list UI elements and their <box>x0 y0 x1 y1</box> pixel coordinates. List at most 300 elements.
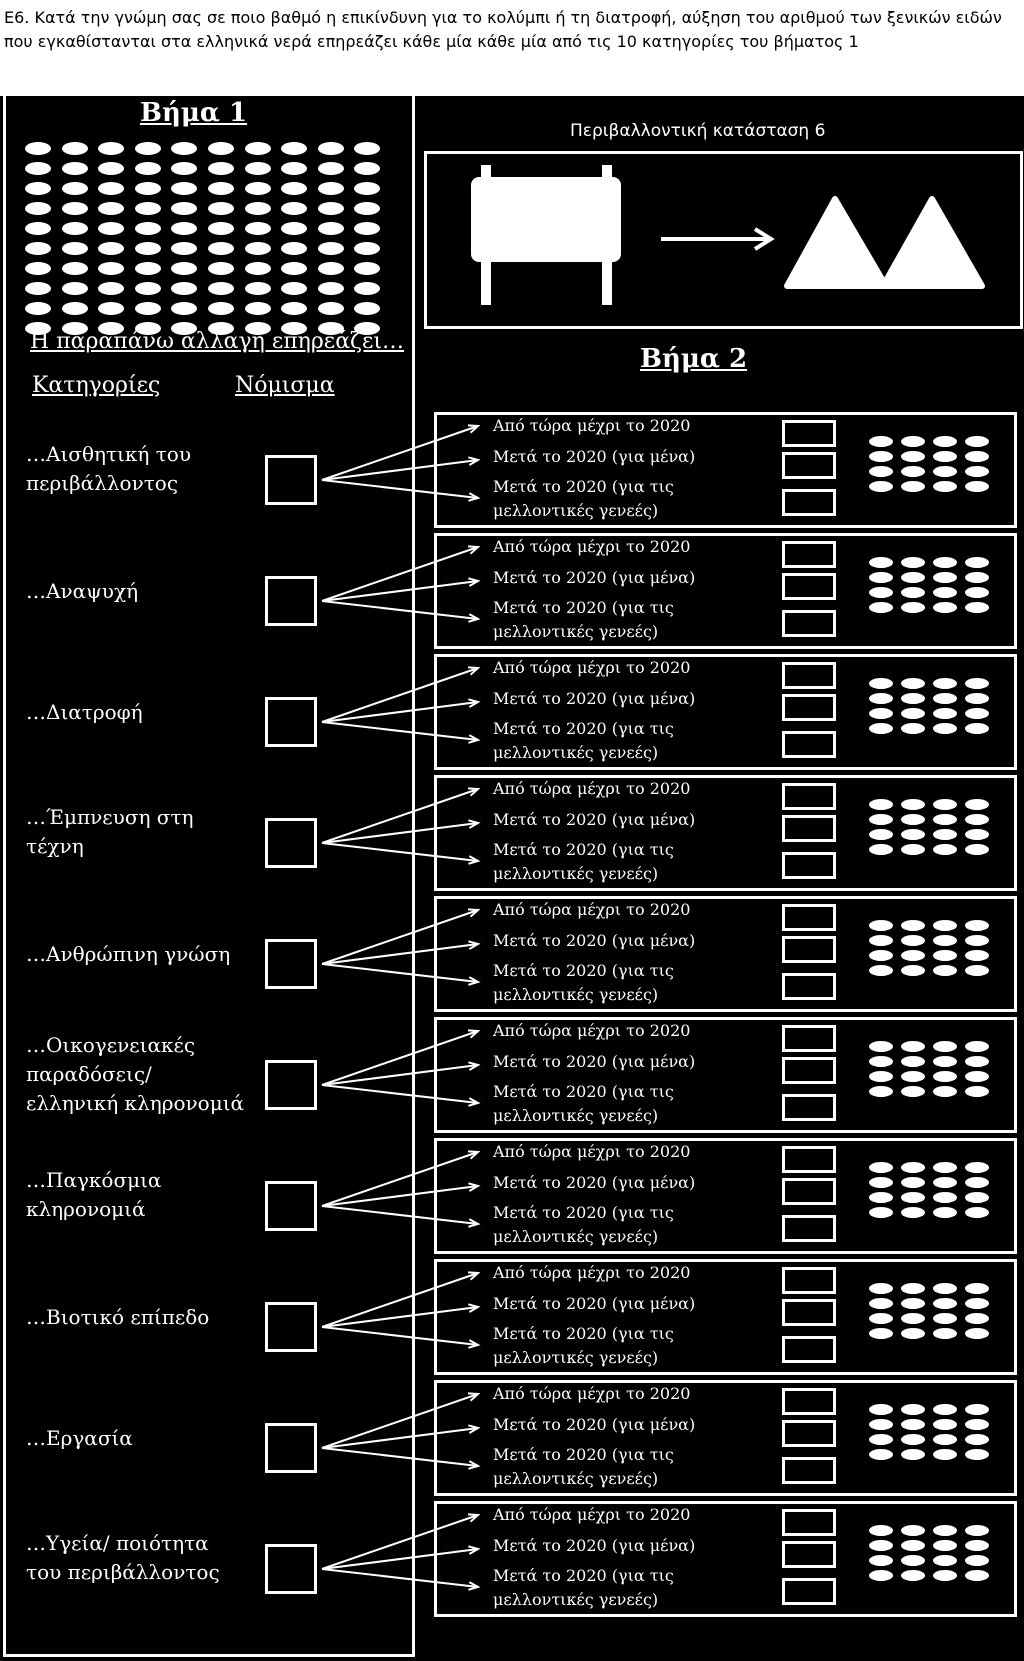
token[interactable] <box>98 202 124 215</box>
period-box[interactable] <box>782 936 836 963</box>
token[interactable] <box>208 202 234 215</box>
token[interactable] <box>171 202 197 215</box>
token[interactable] <box>25 282 51 295</box>
period-box[interactable] <box>782 1457 836 1484</box>
token[interactable] <box>869 1086 893 1097</box>
token[interactable] <box>933 723 957 734</box>
token[interactable] <box>171 242 197 255</box>
token[interactable] <box>869 799 893 810</box>
category-label-line: περιβάλλοντος <box>26 471 179 495</box>
token[interactable] <box>281 142 307 155</box>
token[interactable] <box>245 222 271 235</box>
token[interactable] <box>901 1071 925 1082</box>
token[interactable] <box>869 1071 893 1082</box>
token[interactable] <box>965 1056 989 1067</box>
token[interactable] <box>869 451 893 462</box>
token[interactable] <box>208 242 234 255</box>
token[interactable] <box>245 202 271 215</box>
token[interactable] <box>965 723 989 734</box>
token[interactable] <box>208 162 234 175</box>
period-box[interactable] <box>782 1215 836 1242</box>
token[interactable] <box>354 202 380 215</box>
token[interactable] <box>901 723 925 734</box>
token[interactable] <box>869 1207 893 1218</box>
token[interactable] <box>901 1086 925 1097</box>
period-box[interactable] <box>782 904 836 931</box>
token[interactable] <box>933 1449 957 1460</box>
token[interactable] <box>933 1555 957 1566</box>
token[interactable] <box>901 466 925 477</box>
token[interactable] <box>901 1162 925 1173</box>
token[interactable] <box>901 1056 925 1067</box>
currency-box[interactable] <box>265 1302 317 1352</box>
token[interactable] <box>62 242 88 255</box>
token[interactable] <box>62 142 88 155</box>
token[interactable] <box>869 1192 893 1203</box>
token[interactable] <box>869 965 893 976</box>
token[interactable] <box>208 302 234 315</box>
token[interactable] <box>869 829 893 840</box>
token[interactable] <box>62 182 88 195</box>
token[interactable] <box>965 1041 989 1052</box>
token[interactable] <box>98 142 124 155</box>
token[interactable] <box>933 602 957 613</box>
token[interactable] <box>965 1313 989 1324</box>
token[interactable] <box>965 1570 989 1581</box>
token[interactable] <box>869 1404 893 1415</box>
token[interactable] <box>869 602 893 613</box>
token[interactable] <box>869 814 893 825</box>
token[interactable] <box>171 282 197 295</box>
token[interactable] <box>869 1162 893 1173</box>
period-box[interactable] <box>782 573 836 600</box>
currency-box[interactable] <box>265 697 317 747</box>
token[interactable] <box>933 1419 957 1430</box>
token[interactable] <box>933 844 957 855</box>
period-label: Από τώρα μέχρι το 2020 <box>493 779 691 798</box>
period-box[interactable] <box>782 852 836 879</box>
token[interactable] <box>869 844 893 855</box>
token[interactable] <box>281 262 307 275</box>
period-box[interactable] <box>782 1299 836 1326</box>
period-box[interactable] <box>782 1541 836 1568</box>
currency-box[interactable] <box>265 939 317 989</box>
token[interactable] <box>965 829 989 840</box>
token[interactable] <box>62 202 88 215</box>
period-box[interactable] <box>782 973 836 1000</box>
token[interactable] <box>901 1540 925 1551</box>
token[interactable] <box>965 693 989 704</box>
period-box[interactable] <box>782 1094 836 1121</box>
token[interactable] <box>25 202 51 215</box>
token[interactable] <box>901 587 925 598</box>
token[interactable] <box>933 950 957 961</box>
period-label: Μετά το 2020 (για τις <box>493 477 674 496</box>
category-label <box>26 440 191 498</box>
token[interactable] <box>869 1434 893 1445</box>
token[interactable] <box>98 162 124 175</box>
category-label-line: …Ανθρώπινη γνώση <box>26 942 231 966</box>
token[interactable] <box>318 262 344 275</box>
token[interactable] <box>933 693 957 704</box>
token[interactable] <box>933 814 957 825</box>
token[interactable] <box>965 602 989 613</box>
token[interactable] <box>901 799 925 810</box>
token[interactable] <box>208 222 234 235</box>
token[interactable] <box>901 935 925 946</box>
token[interactable] <box>965 799 989 810</box>
period-box[interactable] <box>782 452 836 479</box>
token[interactable] <box>869 587 893 598</box>
token[interactable] <box>965 965 989 976</box>
token[interactable] <box>901 693 925 704</box>
token[interactable] <box>25 222 51 235</box>
token[interactable] <box>869 1313 893 1324</box>
token[interactable] <box>965 1162 989 1173</box>
token[interactable] <box>318 222 344 235</box>
token[interactable] <box>933 1540 957 1551</box>
period-box[interactable] <box>782 489 836 516</box>
token[interactable] <box>965 1071 989 1082</box>
period-box[interactable] <box>782 731 836 758</box>
token[interactable] <box>869 920 893 931</box>
token[interactable] <box>25 302 51 315</box>
token[interactable] <box>318 282 344 295</box>
token[interactable] <box>869 708 893 719</box>
token[interactable] <box>965 1283 989 1294</box>
token[interactable] <box>901 708 925 719</box>
token[interactable] <box>965 1404 989 1415</box>
token[interactable] <box>933 1313 957 1324</box>
period-box[interactable] <box>782 1267 836 1294</box>
token[interactable] <box>965 1419 989 1430</box>
period-label: Μετά το 2020 (για τις <box>493 1566 674 1585</box>
token[interactable] <box>869 572 893 583</box>
token[interactable] <box>869 1555 893 1566</box>
token[interactable] <box>171 302 197 315</box>
period-box[interactable] <box>782 694 836 721</box>
token[interactable] <box>171 142 197 155</box>
token[interactable] <box>135 162 161 175</box>
token[interactable] <box>208 142 234 155</box>
period-box[interactable] <box>782 420 836 447</box>
currency-box[interactable] <box>265 455 317 505</box>
token[interactable] <box>901 1525 925 1536</box>
period-box[interactable] <box>782 1509 836 1536</box>
token[interactable] <box>901 557 925 568</box>
token[interactable] <box>965 1207 989 1218</box>
token[interactable] <box>98 282 124 295</box>
period-box[interactable] <box>782 662 836 689</box>
token[interactable] <box>245 302 271 315</box>
token[interactable] <box>965 920 989 931</box>
token[interactable] <box>869 1177 893 1188</box>
token[interactable] <box>933 557 957 568</box>
token[interactable] <box>354 182 380 195</box>
token[interactable] <box>933 1283 957 1294</box>
token[interactable] <box>933 829 957 840</box>
token[interactable] <box>933 451 957 462</box>
token[interactable] <box>901 950 925 961</box>
token[interactable] <box>135 202 161 215</box>
token[interactable] <box>933 920 957 931</box>
period-box[interactable] <box>782 1388 836 1415</box>
token[interactable] <box>25 242 51 255</box>
token[interactable] <box>901 1404 925 1415</box>
token[interactable] <box>281 242 307 255</box>
token[interactable] <box>354 282 380 295</box>
token[interactable] <box>901 1192 925 1203</box>
token[interactable] <box>281 222 307 235</box>
token[interactable] <box>933 572 957 583</box>
token[interactable] <box>933 1056 957 1067</box>
period-box[interactable] <box>782 1178 836 1205</box>
currency-box[interactable] <box>265 1181 317 1231</box>
token[interactable] <box>901 1570 925 1581</box>
token[interactable] <box>965 1540 989 1551</box>
period-box[interactable] <box>782 1057 836 1084</box>
token[interactable] <box>933 799 957 810</box>
token[interactable] <box>933 1071 957 1082</box>
token[interactable] <box>901 436 925 447</box>
token[interactable] <box>933 1192 957 1203</box>
category-label-line: παραδόσεις/ <box>26 1062 152 1086</box>
token[interactable] <box>901 1449 925 1460</box>
token[interactable] <box>965 436 989 447</box>
token[interactable] <box>933 965 957 976</box>
token[interactable] <box>869 935 893 946</box>
token[interactable] <box>245 282 271 295</box>
token[interactable] <box>245 142 271 155</box>
token[interactable] <box>135 182 161 195</box>
token[interactable] <box>965 950 989 961</box>
token[interactable] <box>869 1328 893 1339</box>
token[interactable] <box>933 1177 957 1188</box>
token[interactable] <box>965 678 989 689</box>
currency-box[interactable] <box>265 576 317 626</box>
token[interactable] <box>318 182 344 195</box>
token[interactable] <box>965 1555 989 1566</box>
token[interactable] <box>208 262 234 275</box>
token[interactable] <box>933 678 957 689</box>
token[interactable] <box>869 1041 893 1052</box>
token[interactable] <box>901 1313 925 1324</box>
token[interactable] <box>901 1283 925 1294</box>
token[interactable] <box>901 920 925 931</box>
token[interactable] <box>965 1434 989 1445</box>
token[interactable] <box>98 222 124 235</box>
token[interactable] <box>869 1449 893 1460</box>
token[interactable] <box>933 466 957 477</box>
token[interactable] <box>901 481 925 492</box>
token[interactable] <box>933 436 957 447</box>
token[interactable] <box>965 572 989 583</box>
token[interactable] <box>965 844 989 855</box>
token[interactable] <box>869 723 893 734</box>
token[interactable] <box>869 557 893 568</box>
token[interactable] <box>354 162 380 175</box>
token[interactable] <box>318 242 344 255</box>
token[interactable] <box>208 282 234 295</box>
currency-box[interactable] <box>265 818 317 868</box>
period-box[interactable] <box>782 541 836 568</box>
currency-box[interactable] <box>265 1060 317 1110</box>
token[interactable] <box>62 162 88 175</box>
token[interactable] <box>869 693 893 704</box>
token[interactable] <box>869 436 893 447</box>
token[interactable] <box>318 162 344 175</box>
token[interactable] <box>62 262 88 275</box>
token[interactable] <box>965 451 989 462</box>
token[interactable] <box>318 202 344 215</box>
token[interactable] <box>869 1056 893 1067</box>
token[interactable] <box>171 222 197 235</box>
token[interactable] <box>965 466 989 477</box>
token[interactable] <box>933 1404 957 1415</box>
period-box[interactable] <box>782 815 836 842</box>
token[interactable] <box>933 1525 957 1536</box>
token[interactable] <box>25 262 51 275</box>
token[interactable] <box>901 829 925 840</box>
token[interactable] <box>281 162 307 175</box>
token[interactable] <box>171 262 197 275</box>
token[interactable] <box>901 844 925 855</box>
token[interactable] <box>965 1449 989 1460</box>
token[interactable] <box>901 1298 925 1309</box>
token[interactable] <box>354 222 380 235</box>
token[interactable] <box>318 142 344 155</box>
token[interactable] <box>869 950 893 961</box>
token[interactable] <box>965 587 989 598</box>
token[interactable] <box>135 142 161 155</box>
token[interactable] <box>933 1434 957 1445</box>
token[interactable] <box>354 302 380 315</box>
token[interactable] <box>25 162 51 175</box>
token[interactable] <box>869 466 893 477</box>
token[interactable] <box>869 1540 893 1551</box>
token[interactable] <box>965 1298 989 1309</box>
token[interactable] <box>245 162 271 175</box>
token[interactable] <box>135 262 161 275</box>
token[interactable] <box>135 282 161 295</box>
token[interactable] <box>318 302 344 315</box>
period-box[interactable] <box>782 1146 836 1173</box>
token[interactable] <box>208 182 234 195</box>
token[interactable] <box>933 1041 957 1052</box>
token[interactable] <box>933 935 957 946</box>
period-label: Από τώρα μέχρι το 2020 <box>493 1384 691 1403</box>
period-box[interactable] <box>782 610 836 637</box>
token[interactable] <box>869 1525 893 1536</box>
token[interactable] <box>901 1555 925 1566</box>
token[interactable] <box>965 1086 989 1097</box>
token[interactable] <box>965 1525 989 1536</box>
token[interactable] <box>933 708 957 719</box>
token[interactable] <box>281 282 307 295</box>
token[interactable] <box>901 572 925 583</box>
token[interactable] <box>901 678 925 689</box>
period-box[interactable] <box>782 1420 836 1447</box>
token[interactable] <box>354 262 380 275</box>
token[interactable] <box>901 1419 925 1430</box>
token[interactable] <box>933 1162 957 1173</box>
token[interactable] <box>869 678 893 689</box>
token[interactable] <box>901 1328 925 1339</box>
token[interactable] <box>901 965 925 976</box>
token[interactable] <box>933 481 957 492</box>
token[interactable] <box>869 1419 893 1430</box>
token[interactable] <box>354 142 380 155</box>
token[interactable] <box>933 1086 957 1097</box>
currency-box[interactable] <box>265 1423 317 1473</box>
token[interactable] <box>245 182 271 195</box>
period-label: Μετά το 2020 (για τις <box>493 719 674 738</box>
token[interactable] <box>965 814 989 825</box>
period-box[interactable] <box>782 783 836 810</box>
token[interactable] <box>965 557 989 568</box>
period-box[interactable] <box>782 1578 836 1605</box>
token[interactable] <box>245 262 271 275</box>
currency-box[interactable] <box>265 1544 317 1594</box>
token[interactable] <box>965 481 989 492</box>
token[interactable] <box>98 302 124 315</box>
token[interactable] <box>901 451 925 462</box>
token[interactable] <box>62 222 88 235</box>
token[interactable] <box>135 242 161 255</box>
token[interactable] <box>965 708 989 719</box>
token[interactable] <box>901 814 925 825</box>
token[interactable] <box>245 242 271 255</box>
token[interactable] <box>98 242 124 255</box>
token[interactable] <box>135 302 161 315</box>
token[interactable] <box>933 1570 957 1581</box>
token[interactable] <box>354 242 380 255</box>
token[interactable] <box>135 222 161 235</box>
token[interactable] <box>901 1207 925 1218</box>
token[interactable] <box>869 1283 893 1294</box>
token[interactable] <box>933 1298 957 1309</box>
token[interactable] <box>171 182 197 195</box>
token[interactable] <box>901 1041 925 1052</box>
token[interactable] <box>98 182 124 195</box>
token[interactable] <box>869 1298 893 1309</box>
token[interactable] <box>281 182 307 195</box>
token[interactable] <box>933 587 957 598</box>
period-box[interactable] <box>782 1025 836 1052</box>
token[interactable] <box>98 262 124 275</box>
token[interactable] <box>869 1570 893 1581</box>
right-arrow-icon <box>661 229 771 249</box>
token[interactable] <box>281 302 307 315</box>
token[interactable] <box>281 202 307 215</box>
token[interactable] <box>62 302 88 315</box>
token[interactable] <box>25 142 51 155</box>
token[interactable] <box>901 1434 925 1445</box>
token[interactable] <box>965 935 989 946</box>
token[interactable] <box>62 282 88 295</box>
token[interactable] <box>171 162 197 175</box>
token[interactable] <box>965 1177 989 1188</box>
token[interactable] <box>25 182 51 195</box>
token[interactable] <box>869 481 893 492</box>
period-box[interactable] <box>782 1336 836 1363</box>
token[interactable] <box>965 1192 989 1203</box>
token[interactable] <box>901 1177 925 1188</box>
token[interactable] <box>901 602 925 613</box>
token[interactable] <box>965 1328 989 1339</box>
token[interactable] <box>933 1207 957 1218</box>
token[interactable] <box>933 1328 957 1339</box>
